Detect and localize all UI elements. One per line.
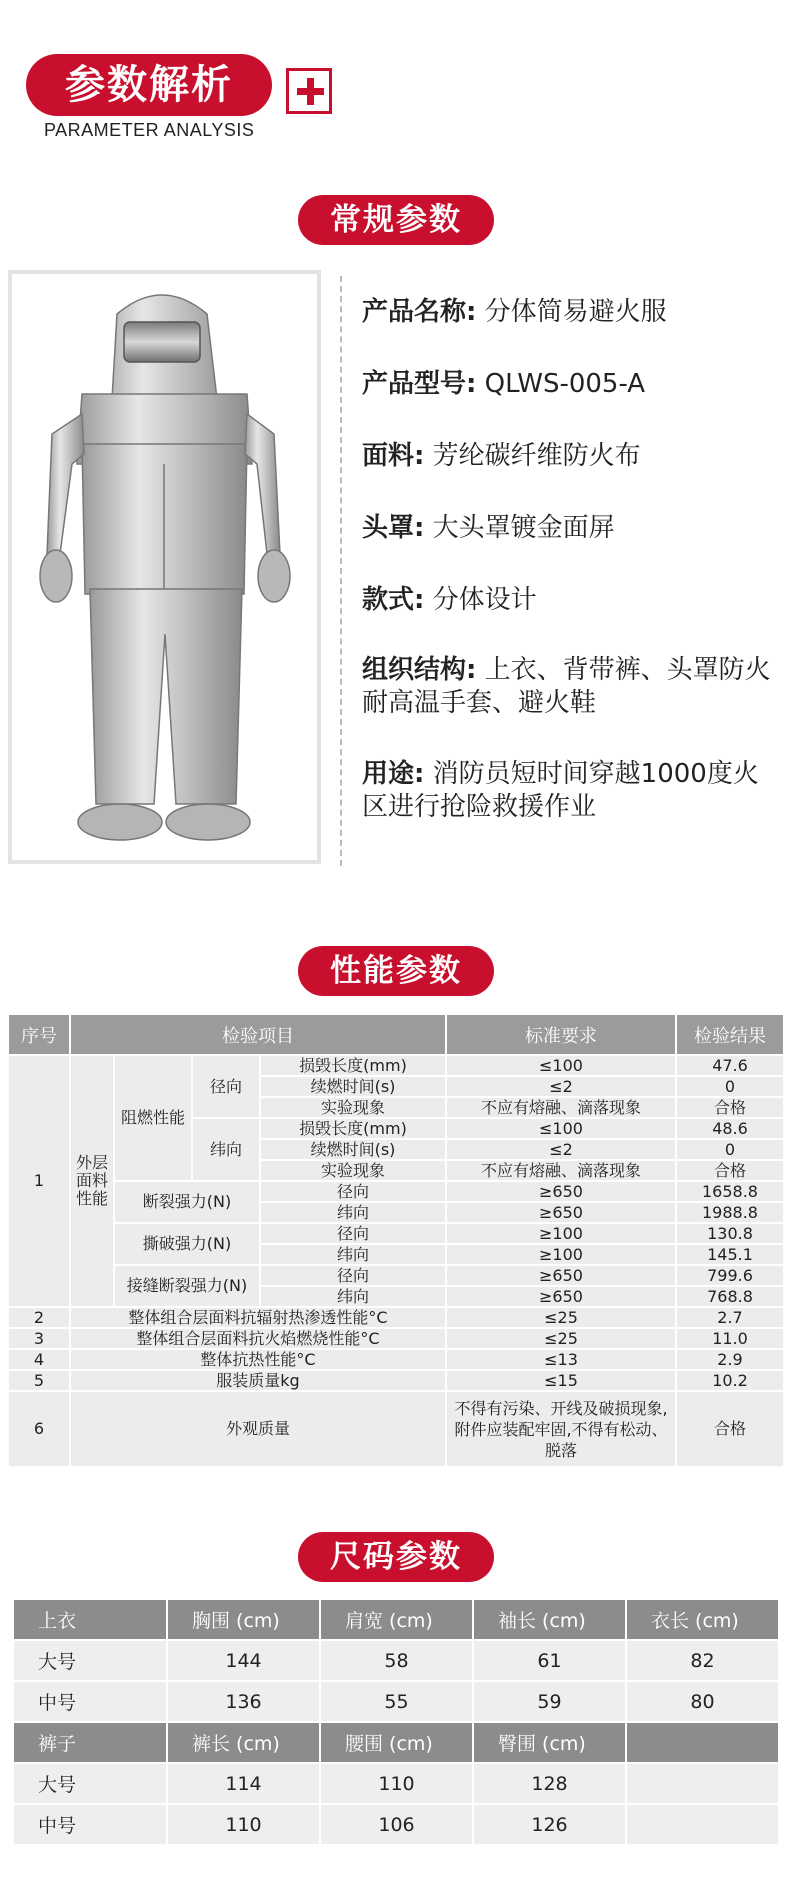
weft-label: 纬向 (192, 1118, 260, 1181)
table-row (8, 1349, 784, 1370)
item-cell: 外观质量 (70, 1391, 446, 1467)
size-cell: 大号 (13, 1763, 167, 1804)
general-params-title: 常规参数 (298, 195, 494, 245)
header-standard: 标准要求 (446, 1014, 676, 1055)
std-cell: ≤15 (446, 1370, 676, 1391)
result-cell: 1988.8 (676, 1202, 784, 1223)
item-cell: 纬向 (260, 1244, 446, 1265)
performance-table (7, 1013, 785, 1468)
table-row (8, 1181, 784, 1202)
header-item: 检验项目 (70, 1014, 446, 1055)
std-cell: ≤2 (446, 1139, 676, 1160)
std-cell: ≥100 (446, 1223, 676, 1244)
result-cell: 768.8 (676, 1286, 784, 1307)
size-cell: 136 (167, 1681, 320, 1722)
std-cell: ≤100 (446, 1055, 676, 1076)
section-header-title: 参数解析 (26, 54, 272, 116)
result-cell: 130.8 (676, 1223, 784, 1244)
size-cell: 55 (320, 1681, 473, 1722)
size-header-cell (626, 1722, 779, 1763)
spec-hood: 头罩: 大头罩镀金面屏 (362, 513, 615, 543)
std-cell: ≤25 (446, 1307, 676, 1328)
table-row (8, 1328, 784, 1349)
std-cell: ≥100 (446, 1244, 676, 1265)
size-header-cell: 衣长 (cm) (626, 1599, 779, 1640)
warp-label: 径向 (192, 1055, 260, 1118)
std-cell: 不得有污染、开线及破损现象,附件应装配牢固,不得有松动、脱落 (446, 1391, 676, 1467)
result-cell: 10.2 (676, 1370, 784, 1391)
item-cell: 服装质量kg (70, 1370, 446, 1391)
size-cell: 59 (473, 1681, 626, 1722)
size-cell: 110 (320, 1763, 473, 1804)
result-cell: 145.1 (676, 1244, 784, 1265)
result-cell: 0 (676, 1076, 784, 1097)
item-cell: 实验现象 (260, 1160, 446, 1181)
seam-label: 接缝断裂强力(N) (114, 1265, 260, 1307)
table-header-row (8, 1014, 784, 1055)
size-cell: 114 (167, 1763, 320, 1804)
size-cell: 80 (626, 1681, 779, 1722)
size-header-cell: 臀围 (cm) (473, 1722, 626, 1763)
flame-retardant-label: 阻燃性能 (114, 1055, 192, 1181)
result-cell: 0 (676, 1139, 784, 1160)
item-cell: 纬向 (260, 1286, 446, 1307)
result-cell: 48.6 (676, 1118, 784, 1139)
size-cell: 61 (473, 1640, 626, 1681)
table-row (8, 1055, 784, 1076)
spec-style: 款式: 分体设计 (362, 585, 537, 615)
item-cell: 径向 (260, 1265, 446, 1286)
size-cell: 大号 (13, 1640, 167, 1681)
size-cell (626, 1804, 779, 1845)
spec-structure: 组织结构: 上衣、背带裤、头罩防火耐高温手套、避火鞋 (362, 655, 771, 718)
std-cell: ≥650 (446, 1265, 676, 1286)
row-no: 4 (8, 1349, 70, 1370)
size-cell: 128 (473, 1763, 626, 1804)
spec-model: 产品型号: QLWS-005-A (362, 369, 646, 399)
result-cell: 2.9 (676, 1349, 784, 1370)
size-cell: 82 (626, 1640, 779, 1681)
item-cell: 径向 (260, 1223, 446, 1244)
size-cell: 106 (320, 1804, 473, 1845)
size-header-row-bottom (13, 1722, 779, 1763)
std-cell: ≤13 (446, 1349, 676, 1370)
fire-suit-icon (12, 274, 317, 860)
table-row (8, 1391, 784, 1467)
std-cell: ≥650 (446, 1202, 676, 1223)
table-row (13, 1681, 779, 1722)
std-cell: ≥650 (446, 1286, 676, 1307)
row-no: 2 (8, 1307, 70, 1328)
size-header-cell: 腰围 (cm) (320, 1722, 473, 1763)
row-no: 5 (8, 1370, 70, 1391)
table-row (13, 1640, 779, 1681)
row-no: 1 (8, 1055, 70, 1307)
size-cell (626, 1763, 779, 1804)
result-cell: 11.0 (676, 1328, 784, 1349)
size-header-cell: 裤子 (13, 1722, 167, 1763)
std-cell: ≤100 (446, 1118, 676, 1139)
item-cell: 径向 (260, 1181, 446, 1202)
table-row (8, 1307, 784, 1328)
table-row (8, 1370, 784, 1391)
performance-params-title: 性能参数 (298, 946, 494, 996)
result-cell: 2.7 (676, 1307, 784, 1328)
table-row (13, 1804, 779, 1845)
item-cell: 整体组合层面料抗辐射热渗透性能°C (70, 1307, 446, 1328)
table-row (13, 1763, 779, 1804)
item-cell: 损毁长度(mm) (260, 1055, 446, 1076)
result-cell: 合格 (676, 1097, 784, 1118)
product-photo (8, 270, 321, 864)
std-cell: ≥650 (446, 1181, 676, 1202)
item-cell: 整体组合层面料抗火焰燃烧性能°C (70, 1328, 446, 1349)
header-result: 检验结果 (676, 1014, 784, 1055)
item-cell: 续燃时间(s) (260, 1076, 446, 1097)
size-header-cell: 胸围 (cm) (167, 1599, 320, 1640)
outer-fabric-label: 外层面料性能 (70, 1055, 114, 1307)
size-params-title: 尺码参数 (298, 1532, 494, 1582)
size-table (12, 1598, 780, 1846)
result-cell: 47.6 (676, 1055, 784, 1076)
size-cell: 中号 (13, 1681, 167, 1722)
std-cell: ≤2 (446, 1076, 676, 1097)
size-cell: 110 (167, 1804, 320, 1845)
result-cell: 799.6 (676, 1265, 784, 1286)
header-no: 序号 (8, 1014, 70, 1055)
dashed-divider (340, 276, 342, 866)
result-cell: 合格 (676, 1160, 784, 1181)
breaking-label: 断裂强力(N) (114, 1181, 260, 1223)
spec-product-name: 产品名称: 分体简易避火服 (362, 297, 667, 327)
row-no: 6 (8, 1391, 70, 1467)
size-cell: 中号 (13, 1804, 167, 1845)
result-cell: 1658.8 (676, 1181, 784, 1202)
size-header-cell: 上衣 (13, 1599, 167, 1640)
row-no: 3 (8, 1328, 70, 1349)
spec-usage: 用途: 消防员短时间穿越1000度火区进行抢险救援作业 (362, 759, 759, 822)
table-row (8, 1265, 784, 1286)
size-cell: 58 (320, 1640, 473, 1681)
std-cell: 不应有熔融、滴落现象 (446, 1097, 676, 1118)
item-cell: 续燃时间(s) (260, 1139, 446, 1160)
item-cell: 纬向 (260, 1202, 446, 1223)
std-cell: 不应有熔融、滴落现象 (446, 1160, 676, 1181)
spec-fabric: 面料: 芳纶碳纤维防火布 (362, 441, 641, 471)
item-cell: 实验现象 (260, 1097, 446, 1118)
result-cell: 合格 (676, 1391, 784, 1467)
plus-icon (286, 68, 332, 114)
table-row (8, 1223, 784, 1244)
std-cell: ≤25 (446, 1328, 676, 1349)
size-cell: 126 (473, 1804, 626, 1845)
size-header-cell: 肩宽 (cm) (320, 1599, 473, 1640)
size-header-cell: 袖长 (cm) (473, 1599, 626, 1640)
size-cell: 144 (167, 1640, 320, 1681)
size-header-cell: 裤长 (cm) (167, 1722, 320, 1763)
tearing-label: 撕破强力(N) (114, 1223, 260, 1265)
size-header-row-top (13, 1599, 779, 1640)
section-header-subtitle: PARAMETER ANALYSIS (44, 120, 255, 140)
item-cell: 损毁长度(mm) (260, 1118, 446, 1139)
item-cell: 整体抗热性能°C (70, 1349, 446, 1370)
